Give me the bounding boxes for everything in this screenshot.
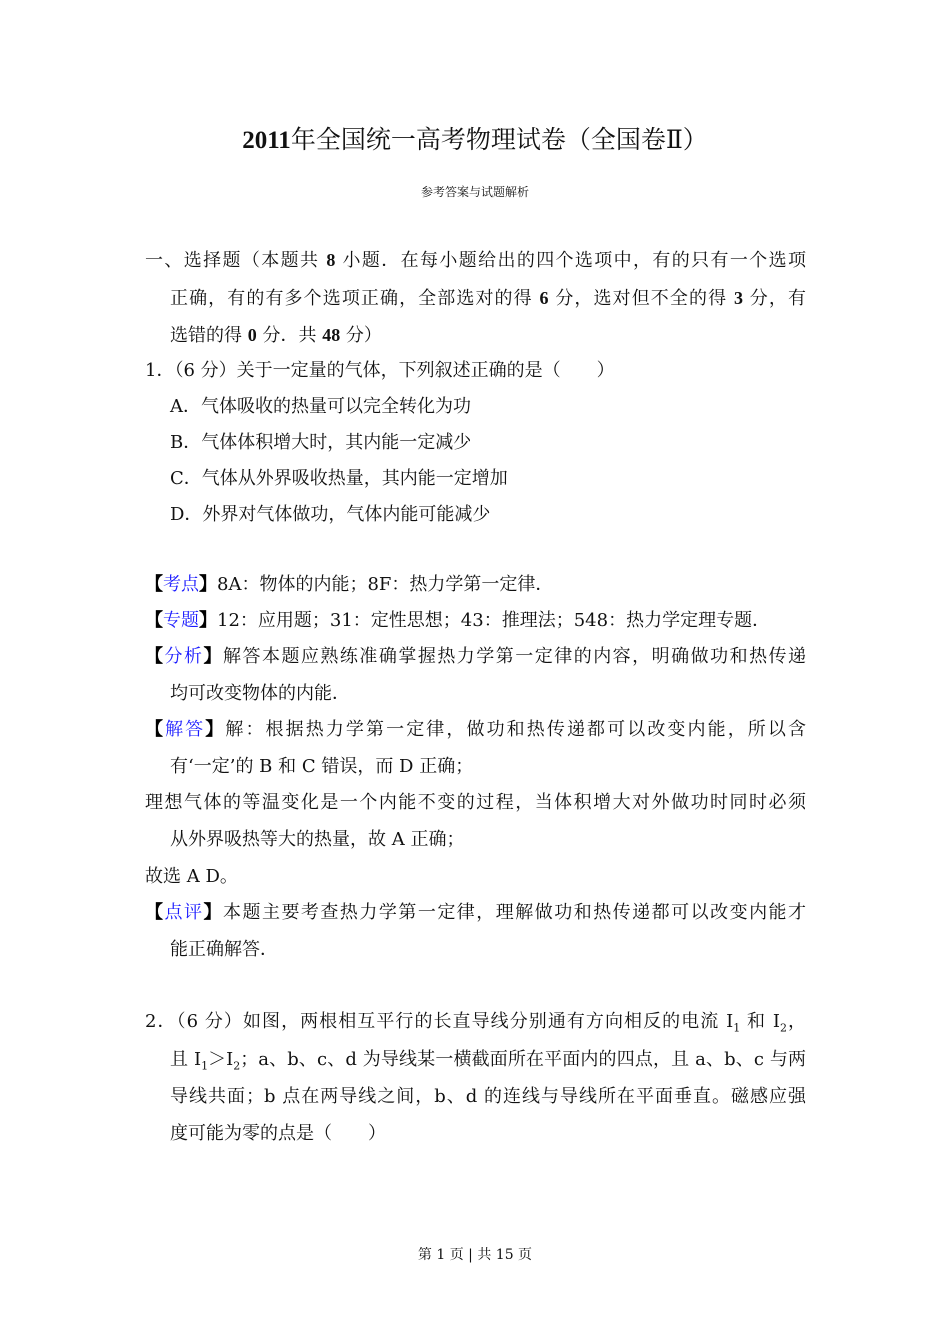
text-segment: 正确，有的有多个选项正确，全部选对的得 bbox=[170, 288, 540, 309]
text-segment: 理想气体的等温变化是一个内能不变的过程，当体积增大对外做功时同时必须 bbox=[145, 792, 806, 813]
section-tag: 考点 bbox=[163, 574, 199, 595]
text-segment: 】 bbox=[205, 719, 226, 740]
title-year: 2011 bbox=[242, 127, 291, 154]
text-segment: 选错的得 bbox=[170, 325, 248, 346]
text-segment: 解：根据热力学第一定律，做功和热传递都可以改变内能，所以含 bbox=[225, 719, 806, 740]
section-tag: 点评 bbox=[164, 902, 204, 923]
text-segment: 分．共 bbox=[256, 325, 323, 346]
text-segment: A．气体吸收的热量可以完全转化为功 bbox=[170, 396, 471, 417]
text-segment: 从外界吸热等大的热量，故 A 正确； bbox=[170, 829, 465, 850]
text-line bbox=[145, 1010, 806, 1034]
text-segment: 均可改变物体的内能． bbox=[170, 683, 350, 704]
text-segment: 8A：物体的内能；8F：热力学第一定律． bbox=[217, 574, 554, 595]
text-line bbox=[170, 1048, 806, 1072]
subtitle: 参考答案与试题解析 bbox=[420, 185, 529, 199]
text-segment: 2．（6 分）如图，两根相互平行的长直导线分别通有方向相反的电流 I bbox=[145, 1011, 734, 1032]
text-line bbox=[145, 645, 806, 669]
page-title bbox=[0, 123, 950, 158]
section-tag: 专题 bbox=[163, 610, 199, 631]
text-segment: 本题主要考查热力学第一定律，理解做功和热传递都可以改变内能才 bbox=[222, 902, 806, 923]
text-segment: 导线共面；b 点在两导线之间，b、d 的连线与导线所在平面垂直。磁感应强 bbox=[170, 1086, 806, 1107]
text-line bbox=[145, 248, 806, 272]
text-segment: 0 bbox=[247, 325, 257, 345]
text-line bbox=[170, 1122, 386, 1146]
text-segment: 【 bbox=[145, 610, 163, 631]
page-footer: 第 1 页 | 共 15 页 bbox=[417, 1247, 533, 1263]
text-line bbox=[170, 467, 508, 491]
text-segment: 1 bbox=[201, 1059, 209, 1072]
text-segment: 【 bbox=[145, 646, 165, 667]
text-line bbox=[145, 609, 770, 633]
text-line bbox=[170, 395, 471, 419]
text-segment: 【 bbox=[145, 574, 163, 595]
title-text: 年全国统一高考物理试卷（全国卷Ⅱ） bbox=[290, 125, 708, 154]
text-segment: D．外界对气体做功，气体内能可能减少 bbox=[170, 504, 491, 525]
text-segment: 度可能为零的点是（ ） bbox=[170, 1123, 386, 1144]
text-line bbox=[145, 718, 806, 742]
text-segment: C．气体从外界吸收热量，其内能一定增加 bbox=[170, 468, 508, 489]
text-segment: ， bbox=[786, 1011, 806, 1032]
text-segment: 有‘一定’的 B 和 C 错误，而 D 正确； bbox=[170, 756, 474, 777]
text-line bbox=[145, 359, 615, 383]
text-line bbox=[145, 791, 806, 815]
text-segment: ＞I bbox=[208, 1049, 234, 1070]
text-line bbox=[170, 938, 278, 962]
text-segment: 解答本题应熟练准确掌握热力学第一定律的内容，明确做功和热传递 bbox=[222, 646, 806, 667]
text-segment: 8 bbox=[326, 250, 336, 270]
text-line bbox=[170, 682, 350, 706]
text-line bbox=[145, 901, 806, 925]
text-line bbox=[145, 865, 238, 889]
text-line bbox=[170, 503, 490, 527]
text-segment: ；a、b、c、d 为导线某一横截面所在平面内的四点，且 a、b、c 与两 bbox=[240, 1049, 806, 1070]
text-segment: B．气体体积增大时，其内能一定减少 bbox=[170, 432, 472, 453]
section-tag: 分析 bbox=[164, 646, 204, 667]
text-segment: 】 bbox=[199, 610, 217, 631]
section-tag: 解答 bbox=[165, 719, 206, 740]
text-line bbox=[170, 1085, 806, 1109]
text-line bbox=[145, 573, 553, 597]
text-segment: 2 bbox=[233, 1059, 241, 1072]
text-segment: 【 bbox=[145, 902, 165, 923]
text-segment: 分，选对但不全的得 bbox=[548, 288, 734, 309]
text-segment: 小题．在每小题给出的四个选项中，有的只有一个选项 bbox=[335, 250, 806, 271]
text-segment: 1．（6 分）关于一定量的气体，下列叙述正确的是（ ） bbox=[145, 360, 615, 381]
text-segment: 故选 A D。 bbox=[145, 866, 238, 887]
text-segment: 】 bbox=[203, 902, 223, 923]
text-line bbox=[170, 828, 464, 852]
text-segment: 和 I bbox=[740, 1011, 780, 1032]
text-segment: 3 bbox=[733, 288, 743, 308]
text-segment: 】 bbox=[199, 574, 217, 595]
text-line bbox=[170, 755, 473, 779]
text-segment: 1 bbox=[733, 1021, 741, 1034]
text-segment: 48 bbox=[322, 325, 341, 345]
text-segment: 且 I bbox=[170, 1049, 202, 1070]
text-segment: 【 bbox=[145, 719, 166, 740]
text-segment: 分，有 bbox=[742, 288, 806, 309]
text-segment: 分） bbox=[340, 325, 382, 346]
text-line bbox=[170, 286, 806, 310]
text-segment: 能正确解答． bbox=[170, 939, 278, 960]
text-segment: 6 bbox=[539, 288, 549, 308]
text-segment: 2 bbox=[779, 1021, 787, 1034]
text-segment: 】 bbox=[203, 646, 223, 667]
text-line bbox=[170, 323, 382, 347]
text-line bbox=[170, 431, 471, 455]
text-segment: 12：应用题；31：定性思想；43：推理法；548：热力学定理专题． bbox=[217, 610, 771, 631]
text-segment: 一、选择题（本题共 bbox=[145, 250, 327, 271]
